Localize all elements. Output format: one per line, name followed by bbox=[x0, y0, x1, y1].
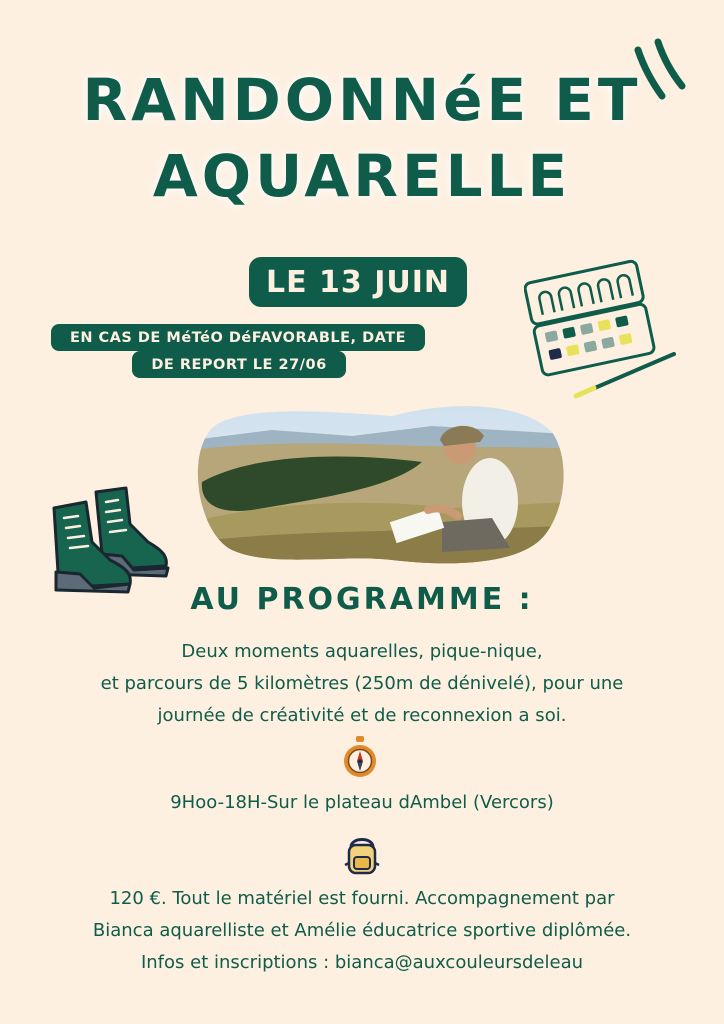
backpack-icon bbox=[343, 833, 381, 875]
title-line-1: RANDONNéE ET bbox=[82, 66, 642, 134]
info-line-3: Infos et inscriptions : bianca@auxcouleursdeleau bbox=[140, 952, 584, 973]
program-heading: AU PROGRAMME : bbox=[190, 582, 534, 617]
hiker-painting-photo bbox=[192, 402, 567, 567]
info-line-1: 120 €. Tout le matériel est fourni. Accompagnement par bbox=[109, 888, 615, 909]
program-description bbox=[0, 636, 724, 732]
compass-icon bbox=[342, 735, 378, 779]
report-notice-line-1: EN CAS DE MéTéO DéFAVORABLE, DATE bbox=[51, 324, 425, 351]
schedule-text: 9Hoo-18H-Sur le plateau dAmbel (Vercors) bbox=[170, 792, 554, 813]
watercolor-palette-icon bbox=[524, 254, 686, 404]
program-line-3: journée de créativité et de reconnexion a soi. bbox=[157, 705, 567, 726]
info-text bbox=[0, 883, 724, 979]
date-badge: LE 13 JUIN bbox=[249, 257, 467, 307]
title-line-2: AQUARELLE bbox=[152, 142, 572, 210]
program-line-1: Deux moments aquarelles, pique-nique, bbox=[181, 641, 543, 662]
page-title bbox=[0, 62, 724, 214]
program-line-2: et parcours de 5 kilomètres (250m de dénivelé), pour une bbox=[100, 673, 624, 694]
report-notice-line-2: DE REPORT LE 27/06 bbox=[132, 351, 346, 378]
hiking-boots-icon bbox=[48, 484, 172, 596]
info-line-2: Bianca aquarelliste et Amélie éducatrice sportive diplômée. bbox=[92, 920, 632, 941]
